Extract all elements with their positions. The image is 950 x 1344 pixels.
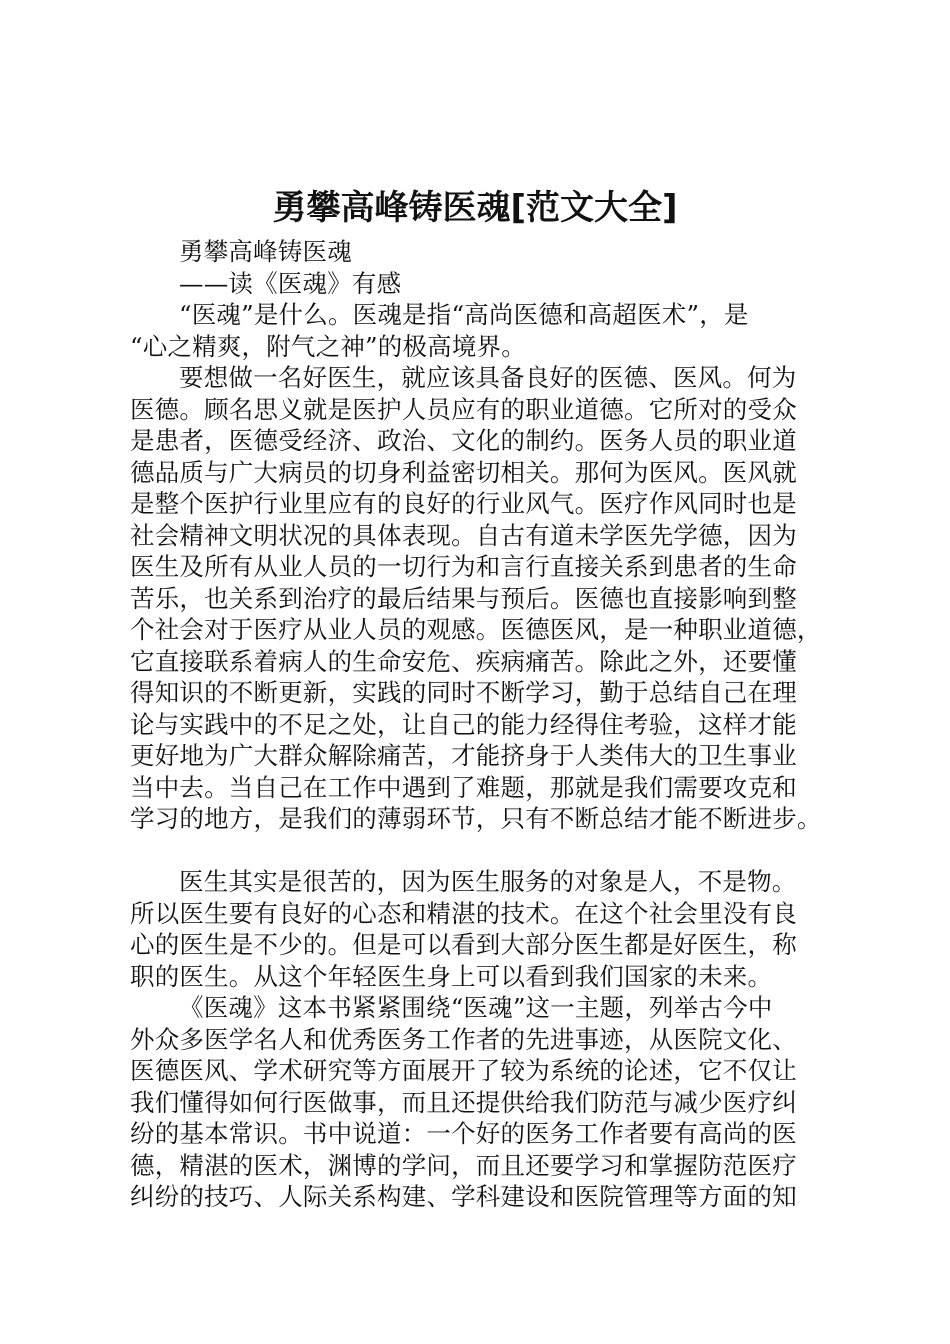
paragraph-1 (130, 299, 835, 362)
paragraph-spacer (130, 835, 835, 867)
paragraph-line: 学习的地方，是我们的薄弱环节，只有不断总结才能不断进步。 (130, 804, 822, 833)
paragraph-line: 医生及所有从业人员的一切行为和言行直接关系到患者的生命 (130, 552, 797, 581)
paragraph-line: 医德医风、学术研究等方面展开了较为系统的论述，它不仅让 (130, 1056, 797, 1085)
paragraph-line: 《医魂》这本书紧紧围绕“医魂”这一主题，列举古今中 (179, 993, 773, 1022)
paragraph-3 (130, 866, 835, 992)
paragraph-line: 职的医生。从这个年轻医生身上可以看到我们国家的未来。 (130, 961, 773, 991)
paragraph-line: 苦乐，也关系到治疗的最后结果与预后。医德也直接影响到整 (130, 583, 797, 613)
paragraph-line: 纠纷的技巧、人际关系构建、学科建设和医院管理等方面的知 (130, 1182, 797, 1211)
paragraph-line: 它直接联系着病人的生命安危、疾病痛苦。除此之外，还要懂 (130, 646, 797, 676)
paragraph-line: 外众多医学名人和优秀医务工作者的先进事迹，从医院文化、 (130, 1024, 797, 1054)
paragraph-line: 社会精神文明状况的具体表现。自古有道未学医先学德，因为 (130, 520, 797, 550)
document-title: 勇攀高峰铸医魂[范文大全] (272, 188, 678, 228)
paragraph-line: 德品质与广大病员的切身利益密切相关。那何为医风。医风就 (130, 457, 797, 487)
paragraph-line: 医生其实是很苦的，因为医生服务的对象是人，不是物。 (179, 867, 797, 896)
byline: ——读《医魂》有感 (179, 268, 402, 298)
paragraph-line: 德，精湛的医术，渊博的学问，而且还要学习和掌握防范医疗 (130, 1150, 797, 1180)
paragraph-line: “心之精爽，附气之神”的极高境界。 (130, 331, 526, 361)
paragraph-line: 要想做一名好医生，就应该具备良好的医德、医风。何为 (179, 363, 797, 392)
paragraph-line: 当中去。当自己在工作中遇到了难题，那就是我们需要攻克和 (130, 772, 797, 802)
document-body (130, 236, 835, 1213)
paragraph-line: 纷的基本常识。书中说道：一个好的医务工作者要有高尚的医 (130, 1119, 797, 1148)
paragraph-line: 所以医生要有良好的心态和精湛的技术。在这个社会里没有良 (130, 898, 797, 928)
paragraph-line: “医魂”是什么。医魂是指“高尚医德和高超医术”，是 (179, 300, 749, 329)
paragraph-line: 个社会对于医疗从业人员的观感。医德医风，是一种职业道德， (130, 615, 822, 644)
paragraph-line: 我们懂得如何行医做事，而且还提供给我们防范与减少医疗纠 (130, 1087, 797, 1117)
paragraph-line: 心的医生是不少的。但是可以看到大部分医生都是好医生，称 (130, 930, 797, 959)
paragraph-line: 是整个医护行业里应有的良好的行业风气。医疗作风同时也是 (130, 489, 797, 518)
paragraph-line: 更好地为广大群众解除痛苦，才能挤身于人类伟大的卫生事业 (130, 741, 797, 770)
paragraph-line: 得知识的不断更新，实践的同时不断学习，勤于总结自己在理 (130, 678, 797, 707)
paragraph-line: 是患者，医德受经济、政治、文化的制约。医务人员的职业道 (130, 426, 797, 455)
paragraph-4 (130, 992, 835, 1213)
subtitle: 勇攀高峰铸医魂 (179, 237, 352, 266)
paragraph-line: 论与实践中的不足之处，让自己的能力经得住考验，这样才能 (130, 709, 797, 739)
paragraph-2 (130, 362, 835, 835)
paragraph-line: 医德。顾名思义就是医护人员应有的职业道德。它所对的受众 (130, 394, 797, 424)
